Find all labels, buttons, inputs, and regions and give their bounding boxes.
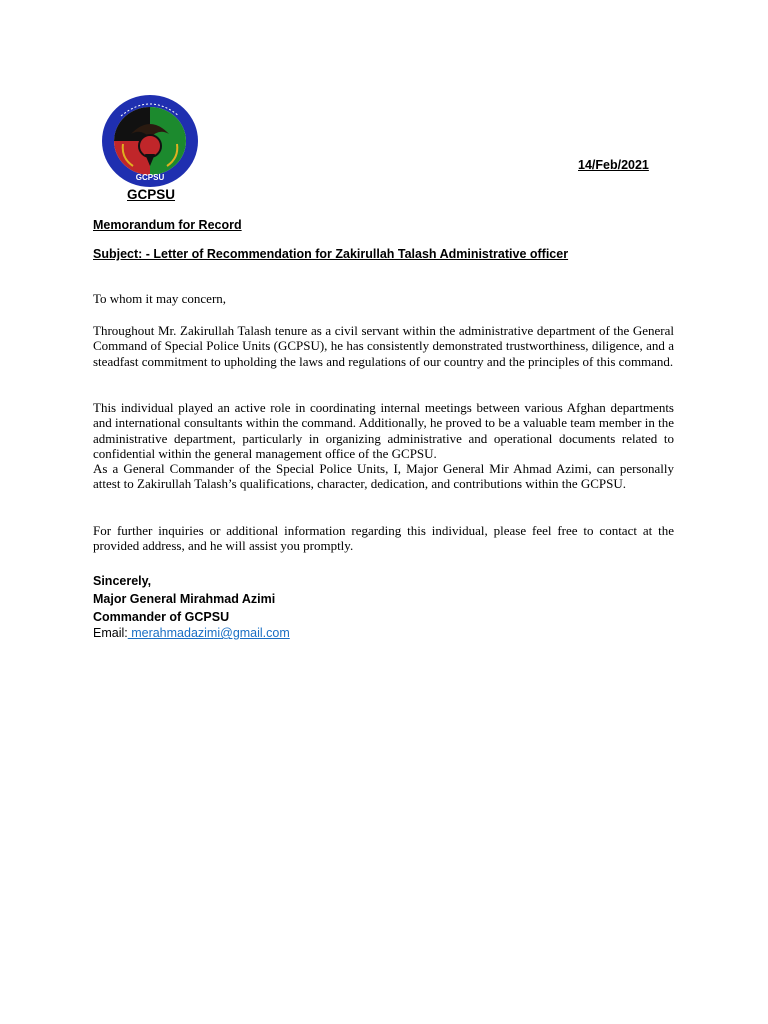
salutation: To whom it may concern,	[93, 291, 227, 306]
closing-line: Sincerely,	[93, 574, 152, 588]
logo-caption: GCPSU	[135, 173, 165, 182]
email-link[interactable]: merahmadazimi@gmail.com	[127, 626, 290, 640]
signature-block	[93, 572, 275, 626]
body-paragraph: As a General Commander of the Special Police Units, I, Major General Mir Ahmad Azimi, can personally attest to Zakirullah Talash’s qualifications, character, dedication, and contributions within the GCPSU.	[93, 461, 674, 492]
email-row	[93, 626, 290, 640]
subject-line: Subject: - Letter of Recommendation for Zakirullah Talash Administrative officer	[93, 247, 569, 261]
document-date: 14/Feb/2021	[578, 158, 649, 172]
email-label: Email:	[93, 626, 128, 640]
gcpsu-emblem-logo	[101, 94, 199, 188]
org-name-label: GCPSU	[127, 187, 176, 202]
signer-name: Major General Mirahmad Azimi	[93, 592, 276, 606]
body-paragraph: This individual played an active role in coordinating internal meetings between various Afghan departments and international consultants within the command. Additionally, he proved to be a valuable team member in the administrative department, particularly in organizing administrative and operational documents related to confidential within the general management office of the GCPSU.	[93, 400, 674, 462]
signer-title: Commander of GCPSU	[93, 610, 230, 624]
memo-heading: Memorandum for Record	[93, 218, 242, 232]
body-paragraph: For further inquiries or additional information regarding this individual, please feel free to contact at the provided address, and he will assist you promptly.	[93, 523, 674, 554]
body-paragraph: Throughout Mr. Zakirullah Talash tenure as a civil servant within the administrative department of the General Command of Special Police Units (GCPSU), he has consistently demonstrated trustworthiness, diligence, and a steadfast commitment to upholding the laws and regulations of our country and the principles of this command.	[93, 323, 674, 369]
